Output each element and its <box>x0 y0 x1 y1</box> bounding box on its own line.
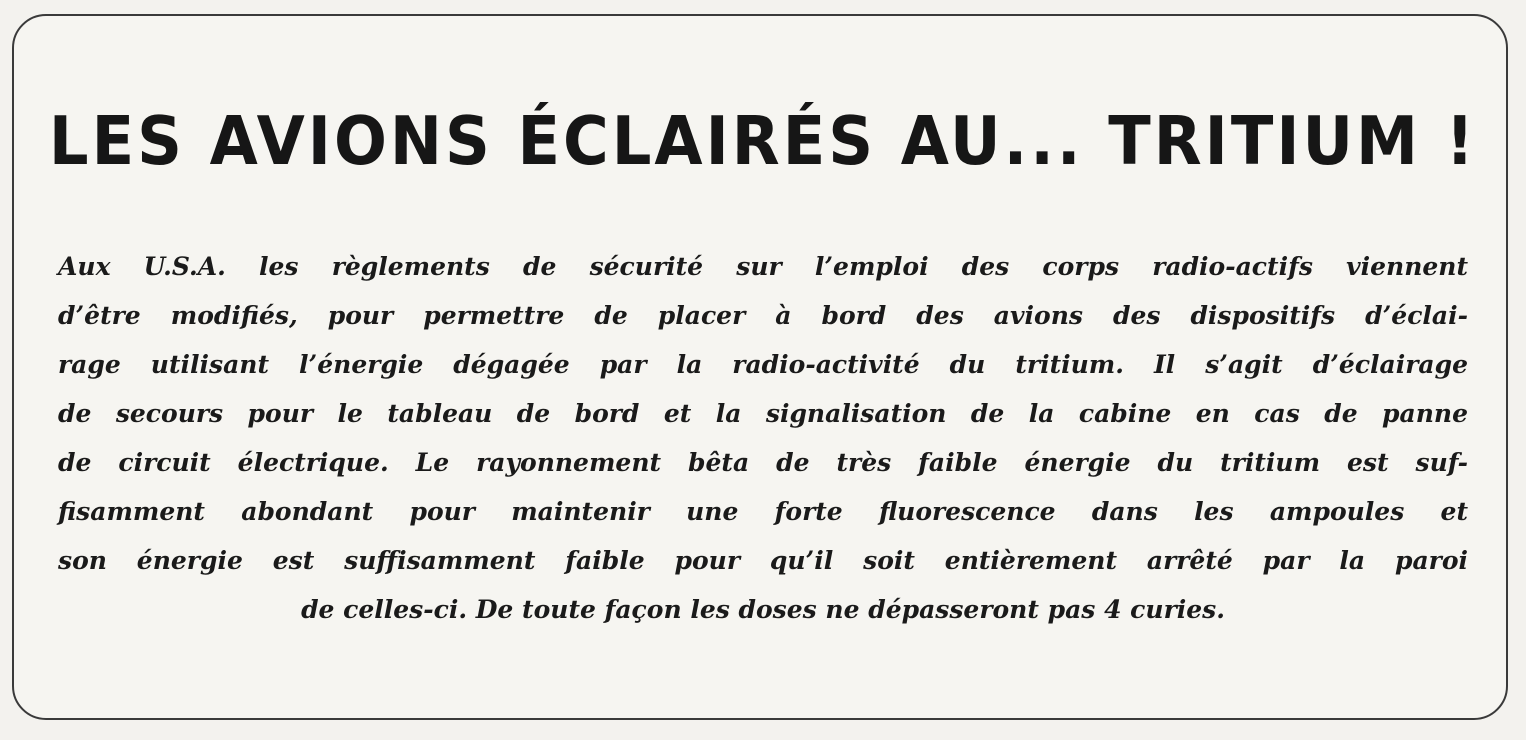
body-line: fisamment abondant pour maintenir une forte fluorescence dans les ampoules et <box>58 497 1468 526</box>
body-line-final: de celles-ci. De toute façon les doses ne dépasseront pas 4 curies. <box>301 595 1225 624</box>
body-line: rage utilisant l’énergie dégagée par la radio-activité du tritium. Il s’agit d’éclairage <box>58 350 1468 379</box>
article-body <box>58 242 1468 634</box>
body-line: son énergie est suffisamment faible pour qu’il soit entièrement arrêté par la paroi <box>58 546 1468 575</box>
body-line: de secours pour le tableau de bord et la signalisation de la cabine en cas de panne <box>58 399 1468 428</box>
article-title: LES AVIONS ÉCLAIRÉS AU... TRITIUM ! <box>48 101 1478 181</box>
body-line: Aux U.S.A. les règlements de sécurité sur l’emploi des corps radio-actifs viennent <box>58 252 1468 281</box>
body-line: d’être modifiés, pour permettre de placer à bord des avions des dispositifs d’éclai- <box>58 301 1468 330</box>
body-line: de circuit électrique. Le rayonnement bêta de très faible énergie du tritium est suf- <box>58 448 1468 477</box>
